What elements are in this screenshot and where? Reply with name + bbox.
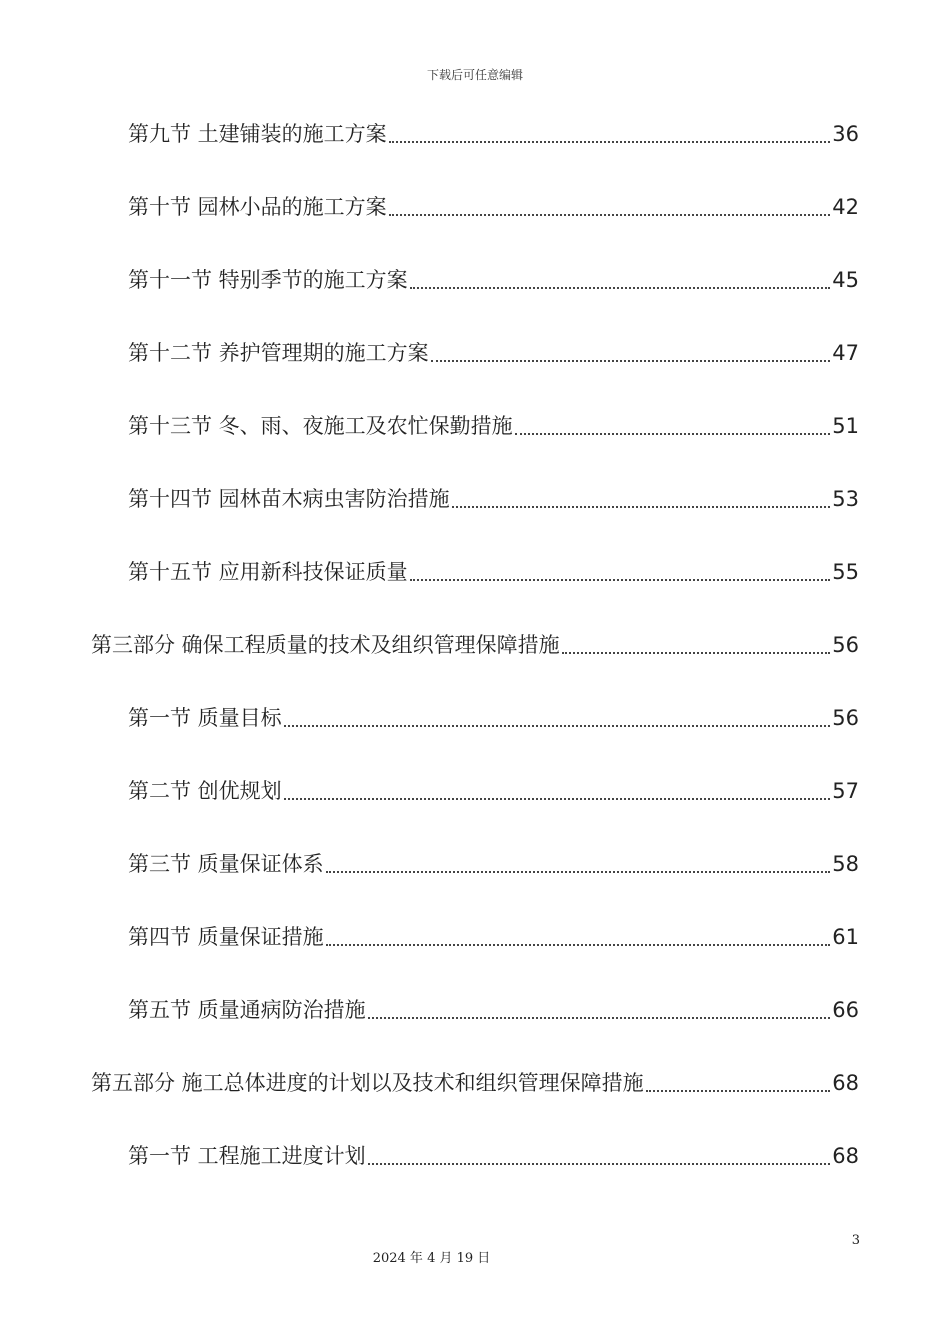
toc-entry-page: 68 — [832, 1144, 859, 1168]
toc-entry-label: 第二节 创优规划 — [128, 779, 282, 803]
toc-leader-dots — [646, 1090, 831, 1092]
toc-leader-dots — [431, 360, 831, 362]
toc-entry-label: 第五节 质量通病防治措施 — [128, 998, 366, 1022]
toc-leader-dots — [515, 433, 831, 435]
toc-entry-label: 第五部分 施工总体进度的计划以及技术和组织管理保障措施 — [91, 1071, 644, 1095]
toc-entry-label: 第三节 质量保证体系 — [128, 852, 324, 876]
toc-entry-page: 45 — [832, 268, 859, 292]
toc-entry[interactable] — [128, 187, 859, 227]
toc-entry-page: 53 — [832, 487, 859, 511]
toc-entry-label: 第十三节 冬、雨、夜施工及农忙保勤措施 — [128, 414, 513, 438]
toc-leader-dots — [389, 214, 831, 216]
toc-entry[interactable] — [128, 260, 859, 300]
toc-entry-page: 56 — [832, 706, 859, 730]
toc-entry-page: 42 — [832, 195, 859, 219]
toc-entry-label: 第四节 质量保证措施 — [128, 925, 324, 949]
toc-entry-label: 第十五节 应用新科技保证质量 — [128, 560, 408, 584]
toc-entry-label: 第一节 工程施工进度计划 — [128, 1144, 366, 1168]
toc-entry[interactable] — [128, 917, 859, 957]
toc-entry[interactable] — [128, 1136, 859, 1176]
toc-entry-page: 36 — [832, 122, 859, 146]
footer-date: 2024 年 4 月 19 日 — [372, 1251, 491, 1266]
toc-entry[interactable] — [128, 479, 859, 519]
toc-entry-page: 56 — [832, 633, 859, 657]
toc-entry[interactable] — [128, 844, 859, 884]
page-header: 下载后可任意编辑 — [426, 68, 523, 82]
toc-entry-page: 55 — [832, 560, 859, 584]
toc-entry[interactable] — [128, 333, 859, 373]
toc-leader-dots — [389, 141, 831, 143]
toc-entry[interactable] — [128, 771, 859, 811]
toc-entry-label: 第三部分 确保工程质量的技术及组织管理保障措施 — [91, 633, 560, 657]
toc-entry-label: 第十二节 养护管理期的施工方案 — [128, 341, 429, 365]
toc-leader-dots — [562, 652, 831, 654]
toc-entry-label: 第九节 土建铺装的施工方案 — [128, 122, 387, 146]
toc-leader-dots — [452, 506, 831, 508]
toc-entry[interactable] — [128, 406, 859, 446]
toc-leader-dots — [284, 725, 831, 727]
toc-entry[interactable] — [91, 1063, 859, 1103]
toc-entry-page: 51 — [832, 414, 859, 438]
toc-leader-dots — [410, 287, 831, 289]
toc-leader-dots — [284, 798, 831, 800]
toc-entry-label: 第一节 质量目标 — [128, 706, 282, 730]
toc-leader-dots — [368, 1163, 831, 1165]
toc-entry[interactable] — [91, 625, 859, 665]
page-number: 3 — [851, 1233, 860, 1248]
toc-entry[interactable] — [128, 552, 859, 592]
toc-entry-label: 第十节 园林小品的施工方案 — [128, 195, 387, 219]
toc-entry-page: 68 — [832, 1071, 859, 1095]
toc-entry-page: 58 — [832, 852, 859, 876]
toc-entry-label: 第十四节 园林苗木病虫害防治措施 — [128, 487, 450, 511]
toc-entry-label: 第十一节 特别季节的施工方案 — [128, 268, 408, 292]
toc-entry[interactable] — [128, 990, 859, 1030]
toc-entry[interactable] — [128, 698, 859, 738]
toc-entry-page: 47 — [832, 341, 859, 365]
toc-leader-dots — [410, 579, 831, 581]
toc-leader-dots — [368, 1017, 831, 1019]
toc-leader-dots — [326, 944, 831, 946]
toc-entry-page: 57 — [832, 779, 859, 803]
toc-entry[interactable] — [128, 114, 859, 154]
toc-entry-page: 66 — [832, 998, 859, 1022]
toc-leader-dots — [326, 871, 831, 873]
toc-entry-page: 61 — [832, 925, 859, 949]
